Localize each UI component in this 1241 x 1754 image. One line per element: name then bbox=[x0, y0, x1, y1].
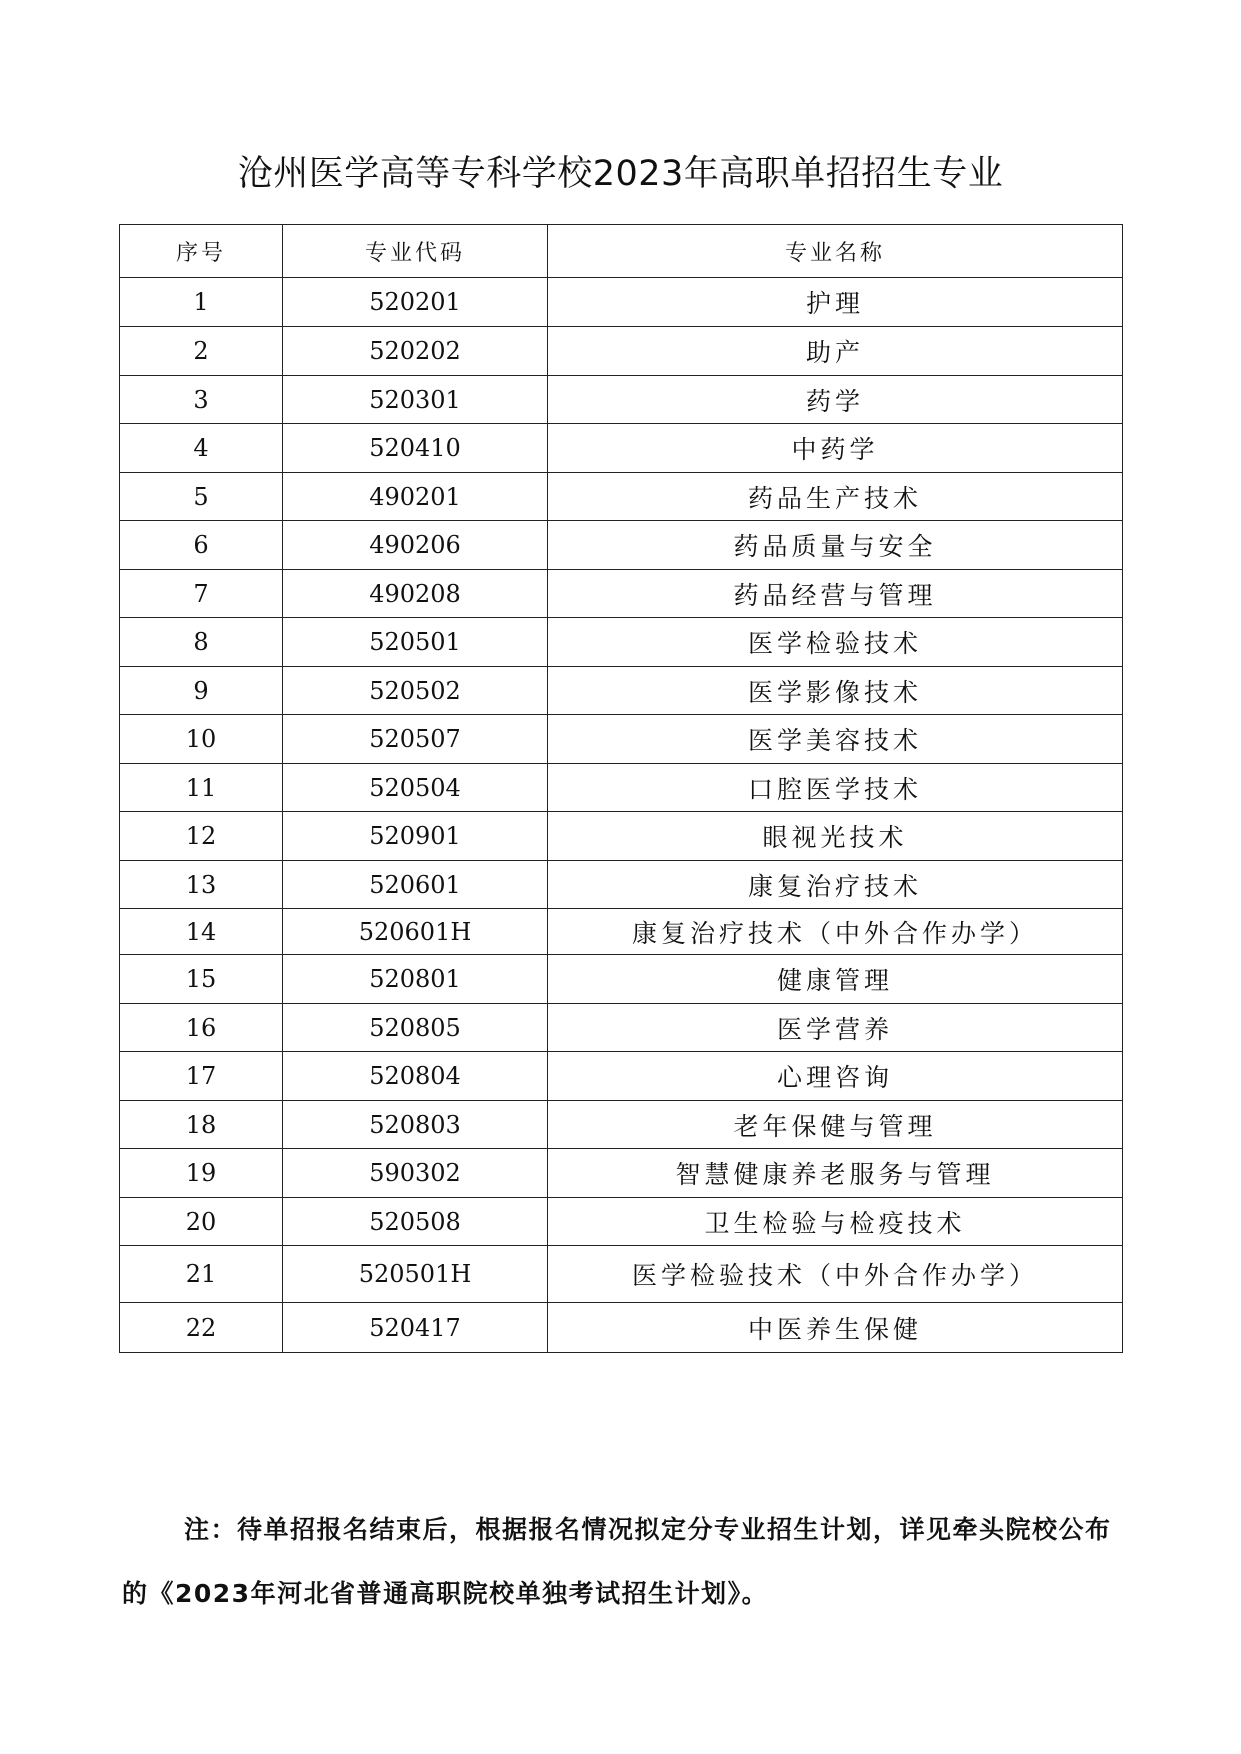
table-row bbox=[120, 473, 1123, 521]
table-row bbox=[120, 1052, 1123, 1101]
cell-name: 卫生检验与检疫技术 bbox=[548, 1198, 1123, 1246]
table-row bbox=[120, 1149, 1123, 1198]
table-row bbox=[120, 715, 1123, 764]
table-row bbox=[120, 1198, 1123, 1246]
cell-index: 3 bbox=[120, 376, 283, 424]
cell-code: 520601H bbox=[283, 909, 548, 955]
cell-code: 520507 bbox=[283, 715, 548, 764]
cell-name: 医学影像技术 bbox=[548, 667, 1123, 715]
cell-name: 护理 bbox=[548, 278, 1123, 327]
majors-table bbox=[119, 224, 1123, 1353]
cell-name: 中药学 bbox=[548, 424, 1123, 473]
cell-code: 520601 bbox=[283, 861, 548, 909]
cell-code: 490201 bbox=[283, 473, 548, 521]
cell-index: 21 bbox=[120, 1246, 283, 1303]
cell-index: 5 bbox=[120, 473, 283, 521]
cell-name: 医学美容技术 bbox=[548, 715, 1123, 764]
cell-name: 药品经营与管理 bbox=[548, 570, 1123, 618]
table-row bbox=[120, 909, 1123, 955]
cell-name: 医学营养 bbox=[548, 1004, 1123, 1052]
cell-index: 17 bbox=[120, 1052, 283, 1101]
header-major-code: 专业代码 bbox=[283, 225, 548, 278]
table-row bbox=[120, 1303, 1123, 1353]
table-row bbox=[120, 570, 1123, 618]
cell-index: 15 bbox=[120, 955, 283, 1004]
cell-index: 13 bbox=[120, 861, 283, 909]
cell-index: 18 bbox=[120, 1101, 283, 1149]
cell-name: 老年保健与管理 bbox=[548, 1101, 1123, 1149]
table-row bbox=[120, 1246, 1123, 1303]
cell-index: 8 bbox=[120, 618, 283, 667]
header-index: 序号 bbox=[120, 225, 283, 278]
table-row bbox=[120, 618, 1123, 667]
cell-name: 医学检验技术 bbox=[548, 618, 1123, 667]
cell-index: 19 bbox=[120, 1149, 283, 1198]
cell-name: 健康管理 bbox=[548, 955, 1123, 1004]
cell-index: 11 bbox=[120, 764, 283, 812]
cell-code: 590302 bbox=[283, 1149, 548, 1198]
header-major-name: 专业名称 bbox=[548, 225, 1123, 278]
cell-code: 490206 bbox=[283, 521, 548, 570]
table-row bbox=[120, 424, 1123, 473]
table-row bbox=[120, 861, 1123, 909]
cell-code: 520417 bbox=[283, 1303, 548, 1353]
cell-index: 20 bbox=[120, 1198, 283, 1246]
cell-name: 康复治疗技术 bbox=[548, 861, 1123, 909]
table-row bbox=[120, 278, 1123, 327]
table-row bbox=[120, 667, 1123, 715]
cell-name: 医学检验技术（中外合作办学） bbox=[548, 1246, 1123, 1303]
cell-code: 520301 bbox=[283, 376, 548, 424]
cell-index: 10 bbox=[120, 715, 283, 764]
cell-code: 520803 bbox=[283, 1101, 548, 1149]
cell-code: 520410 bbox=[283, 424, 548, 473]
table-row bbox=[120, 376, 1123, 424]
cell-code: 520504 bbox=[283, 764, 548, 812]
cell-code: 520201 bbox=[283, 278, 548, 327]
cell-index: 22 bbox=[120, 1303, 283, 1353]
cell-index: 7 bbox=[120, 570, 283, 618]
table-body bbox=[120, 278, 1123, 1353]
cell-code: 520805 bbox=[283, 1004, 548, 1052]
table-row bbox=[120, 327, 1123, 376]
cell-name: 眼视光技术 bbox=[548, 812, 1123, 861]
cell-index: 6 bbox=[120, 521, 283, 570]
cell-code: 520508 bbox=[283, 1198, 548, 1246]
cell-code: 490208 bbox=[283, 570, 548, 618]
cell-code: 520804 bbox=[283, 1052, 548, 1101]
cell-index: 14 bbox=[120, 909, 283, 955]
footnote: 注：待单招报名结束后，根据报名情况拟定分专业招生计划，详见牵头院校公布的《2023年河北省普通高职院校单独考试招生计划》。 bbox=[122, 1515, 1112, 1608]
cell-code: 520202 bbox=[283, 327, 548, 376]
page-title: 沧州医学高等专科学校2023年高职单招招生专业 bbox=[237, 154, 1004, 194]
cell-code: 520501H bbox=[283, 1246, 548, 1303]
table-row bbox=[120, 1101, 1123, 1149]
cell-name: 中医养生保健 bbox=[548, 1303, 1123, 1353]
table-row bbox=[120, 521, 1123, 570]
cell-index: 12 bbox=[120, 812, 283, 861]
cell-name: 心理咨询 bbox=[548, 1052, 1123, 1101]
cell-index: 4 bbox=[120, 424, 283, 473]
cell-code: 520901 bbox=[283, 812, 548, 861]
cell-index: 1 bbox=[120, 278, 283, 327]
cell-index: 2 bbox=[120, 327, 283, 376]
cell-name: 药品质量与安全 bbox=[548, 521, 1123, 570]
cell-name: 口腔医学技术 bbox=[548, 764, 1123, 812]
cell-name: 药品生产技术 bbox=[548, 473, 1123, 521]
table-row bbox=[120, 764, 1123, 812]
cell-name: 助产 bbox=[548, 327, 1123, 376]
table-row bbox=[120, 1004, 1123, 1052]
cell-name: 药学 bbox=[548, 376, 1123, 424]
cell-name: 智慧健康养老服务与管理 bbox=[548, 1149, 1123, 1198]
cell-index: 9 bbox=[120, 667, 283, 715]
cell-code: 520502 bbox=[283, 667, 548, 715]
table-header-row bbox=[120, 225, 1123, 278]
cell-index: 16 bbox=[120, 1004, 283, 1052]
table-row bbox=[120, 955, 1123, 1004]
table-row bbox=[120, 812, 1123, 861]
cell-name: 康复治疗技术（中外合作办学） bbox=[548, 909, 1123, 955]
cell-code: 520801 bbox=[283, 955, 548, 1004]
cell-code: 520501 bbox=[283, 618, 548, 667]
